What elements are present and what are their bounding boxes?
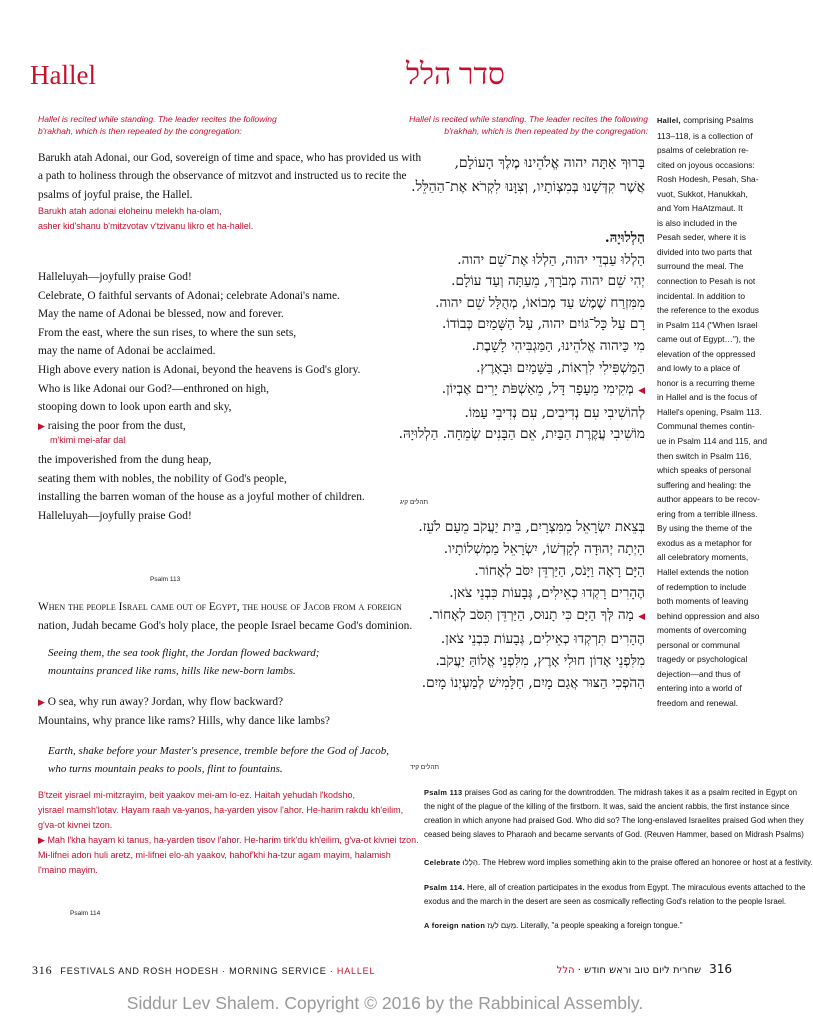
page-title-english: Hallel: [30, 60, 96, 90]
psalm-113-label-hebrew: תהלים קיג: [400, 499, 428, 506]
note-psalm-113: Psalm 113 praises God as caring for the downtrodden. The midrash takes it as a psalm recited in Egypt on the night of the plague of the killing of the firstborn. It was, said the ancient rabbis, the first instance since creation in which anyone had praised God. Who did so? The long-enslaved Israelites praised God when they ceased being slaves to Pharaoh and became servants of God. (Reuven Hammer, based on Midrash Psalms): [424, 788, 804, 839]
instruction-hebrew-side: Hallel is recited while standing. The leader recites the following b'rakhah, which is then repeated by the congregation:: [409, 114, 648, 137]
blessing-transliteration: Barukh atah adonai eloheinu melekh ha-olam, asher kid'shanu b'mitzvotav v'tzivanu likro et ha-hallel.: [38, 206, 254, 232]
psalm-114-label: Psalm 114: [70, 910, 101, 917]
hallel-commentary: Hallel, comprising Psalms 113–118, is a collection of psalms of celebration re- cited on joyous occasions: Rosh Hodesh, Pesah, Sha- vuot, Sukkot, Hanukkah, and Yom HaAtzmaut. It is also included in the Pesah seder, where it is divided into two parts that surround the meal. The connection to Pesah is not incidental. In addition to the reference to the exodus in Psalm 114 ("When Israel came out of Egypt…"), the elevation of the oppressed and lowly to a place of honor is a recurring theme in Hallel and is the focus of Hallel's opening, Psalm 113. Communal themes contin- ue in Psalm 114 and 115, and then switch in Psalm 116, which speaks of personal suffering and healing: the author appears to be recov- ering from a terrible illness. By using the theme of the exodus as a metaphor for all celebratory moments, Hallel extends the notion of redemption to include both moments of leaving behind oppression and also moments of overcoming personal or communal tragedy or psychological dejection—and thus of entering into a world of freedom and renewal.: [657, 115, 768, 708]
instruction-english: Hallel is recited while standing. The leader recites the following b'rakhah, which is then repeated by the congregation:: [38, 114, 277, 137]
psalm-114-italic-b: Earth, shake before your Master's presence, tremble before the God of Jacob, who turns mountain peaks to pools, flint to fountains.: [48, 745, 390, 775]
page-title-hebrew: סדר הלל: [405, 58, 505, 91]
psalm-114-english-b: ▶ O sea, why run away? Jordan, why flow backward? Mountains, why prance like rams? Hills, why dance like lambs?: [38, 696, 330, 727]
psalm-113-label: Psalm 113: [150, 576, 181, 583]
running-footer-right: 316שחרית ליום טוב וראש חודש · הלל: [556, 962, 732, 976]
triangle-marker-icon: ▶: [38, 835, 45, 846]
psalm-113-transliteration: m'kimi mei-afar dal: [50, 435, 126, 445]
psalm-114-hebrew: בְּצֵאת יִשְׂרָאֵל מִמִּצְרָיִם, בֵּית יַעֲקֹב מֵעַם לֹעֵז. הָיְתָה יְהוּדָה לְקָדְשׁוֹ, יִשְׂרָאֵל מַמְשְׁלוֹתָיו. הַיָּם רָאָה וַיָּנֹס, הַיַּרְדֵּן יִסֹּב לְאָחוֹר. הֶהָרִים רָקְדוּ כְאֵילִים, גְּבָעוֹת כִּבְנֵי צֹאן. ◀ מַה לְּךָ הַיָּם כִּי תָנוּס, הַיַּרְדֵּן תִּסֹּב לְאָחוֹר. הֶהָרִים תִּרְקְדוּ כְאֵילִים, גְּבָעוֹת כִּבְנֵי צֹאן. מִלִּפְנֵי אָדוֹן חוּלִי אָרֶץ, מִלִּפְנֵי אֱלוֹהַּ יַעֲקֹב. הַהֹפְכִי הַצּוּר אֲגַם מָיִם, חַלָּמִישׁ לְמַעְיְנוֹ מָיִם.: [418, 519, 645, 691]
triangle-marker-icon: ▶: [38, 420, 45, 431]
note-celebrate: Celebrate הַלְלוּ. The Hebrew word implies something akin to the praise offered an honoree or host at a festivity.: [424, 858, 813, 867]
note-foreign-nation: A foreign nation מֵעַם לֹעֵז. Literally, "a people speaking a foreign tongue.": [424, 921, 683, 930]
triangle-marker-icon: ▶: [38, 697, 45, 707]
note-psalm-114: Psalm 114. Here, all of creation participates in the exodus from Egypt. The miraculous events attached to the exodus and the march in the desert are seen as cosmically reflecting God's relation to the people Israel.: [424, 883, 806, 906]
triangle-marker-icon: ◀: [638, 612, 645, 622]
triangle-marker-icon: ◀: [638, 386, 645, 397]
psalm-114-label-hebrew: תהלים קיד: [410, 764, 439, 771]
psalm-114-transliteration: B'tzeit yisrael mi-mitzrayim, beit yaakov mei-am lo-ez. Haitah yehudah l'kodsho, yisrael mamsh'lotav. Hayam raah va-yanos, ha-yarden yisov l'ahor. He-harim rakdu kh'eilim, g'va-ot kivnei tzon. ▶ Mah l'kha hayam ki tanus, ha-yarden tisov l'ahor. He-harim tirk'du kh'eilim, g'va-ot kivnei tzon. Mi-lifnei adon huli aretz, mi-lifnei elo-ah yaakov, hahof'khi ha-tzur agam mayim, halamish l'maino mayim.: [38, 790, 419, 876]
psalm-114-english: When the people Israel came out of Egypt, the house of Jacob from a foreign nation, Judah became God's holy place, the people Israel became God's dominion.: [38, 601, 413, 632]
blessing-hebrew: בָּרוּךְ אַתָּה יהוה אֱלֹהֵינוּ מֶלֶךְ הָעוֹלָם, אֲשֶׁר קִדְּשָׁנוּ בְּמִצְוֹתָיו, וְצִוָּנוּ לִקְרֹא אֶת־הַהַלֵּל.: [411, 155, 645, 195]
blessing-english: Barukh atah Adonai, our God, sovereign of time and space, who has provided us with a path to holiness through the observance of mitzvot and instructed us to recite the psalms of joyful praise, the Hallel.: [38, 152, 422, 201]
psalm-113-hebrew: הַלְלוּיָהּ. הַלְלוּ עַבְדֵי יהוה, הַלְלוּ אֶת־שֵׁם יהוה. יְהִי שֵׁם יהוה מְבֹרָךְ, מֵעַתָּה וְעַד עוֹלָם. מִמִּזְרַח שֶׁמֶשׁ עַד מְבוֹאוֹ, מְהֻלָּל שֵׁם יהוה. רָם עַל כָּל־גּוֹיִם יהוה, עַל הַשָּׁמַיִם כְּבוֹדוֹ. מִי כַּיהוה אֱלֹהֵינוּ, הַמַּגְבִּיהִי לָשָׁבֶת. הַמַּשְׁפִּילִי לִרְאוֹת, בַּשָּׁמַיִם וּבָאָרֶץ. ◀ מְקִימִי מֵעָפָר דָּל, מֵאַשְׁפֹּת יָרִים אֶבְיוֹן. לְהוֹשִׁיבִי עִם נְדִיבִים, עִם נְדִיבֵי עַמּוֹ. מוֹשִׁיבִי עֲקֶרֶת הַבַּיִת, אֵם הַבָּנִים שְׂמֵחָה. הַלְלוּיָהּ.: [398, 230, 645, 443]
psalm-113-english: Halleluyah—joyfully praise God! Celebrate, O faithful servants of Adonai; celebrate Adonai's name. May the name of Adonai be blessed, now and forever. From the east, where the sun rises, to where the sun sets, may the name of Adonai be acclaimed. High above every nation is Adonai, beyond the heavens is God's glory. Who is like Adonai our God?—enthroned on high, stooping down to look upon earth and sky, ▶ raising the poor from the dust,: [38, 271, 361, 432]
psalm-114-italic-a: Seeing them, the sea took flight, the Jordan flowed backward; mountains pranced like rams, hills like new-born lambs.: [48, 647, 320, 677]
copyright-watermark: Siddur Lev Shalem. Copyright © 2016 by the Rabbinical Assembly.: [126, 993, 644, 1013]
psalm-113-english-end: the impoverished from the dung heap, seating them with nobles, the nobility of God's people, installing the barren woman of the house as a joyful mother of children. Halleluyah—joyfully praise God!: [38, 454, 365, 522]
running-footer-left: 316 FESTIVALS AND ROSH HODESH · MORNING SERVICE · HALLEL: [32, 963, 376, 977]
